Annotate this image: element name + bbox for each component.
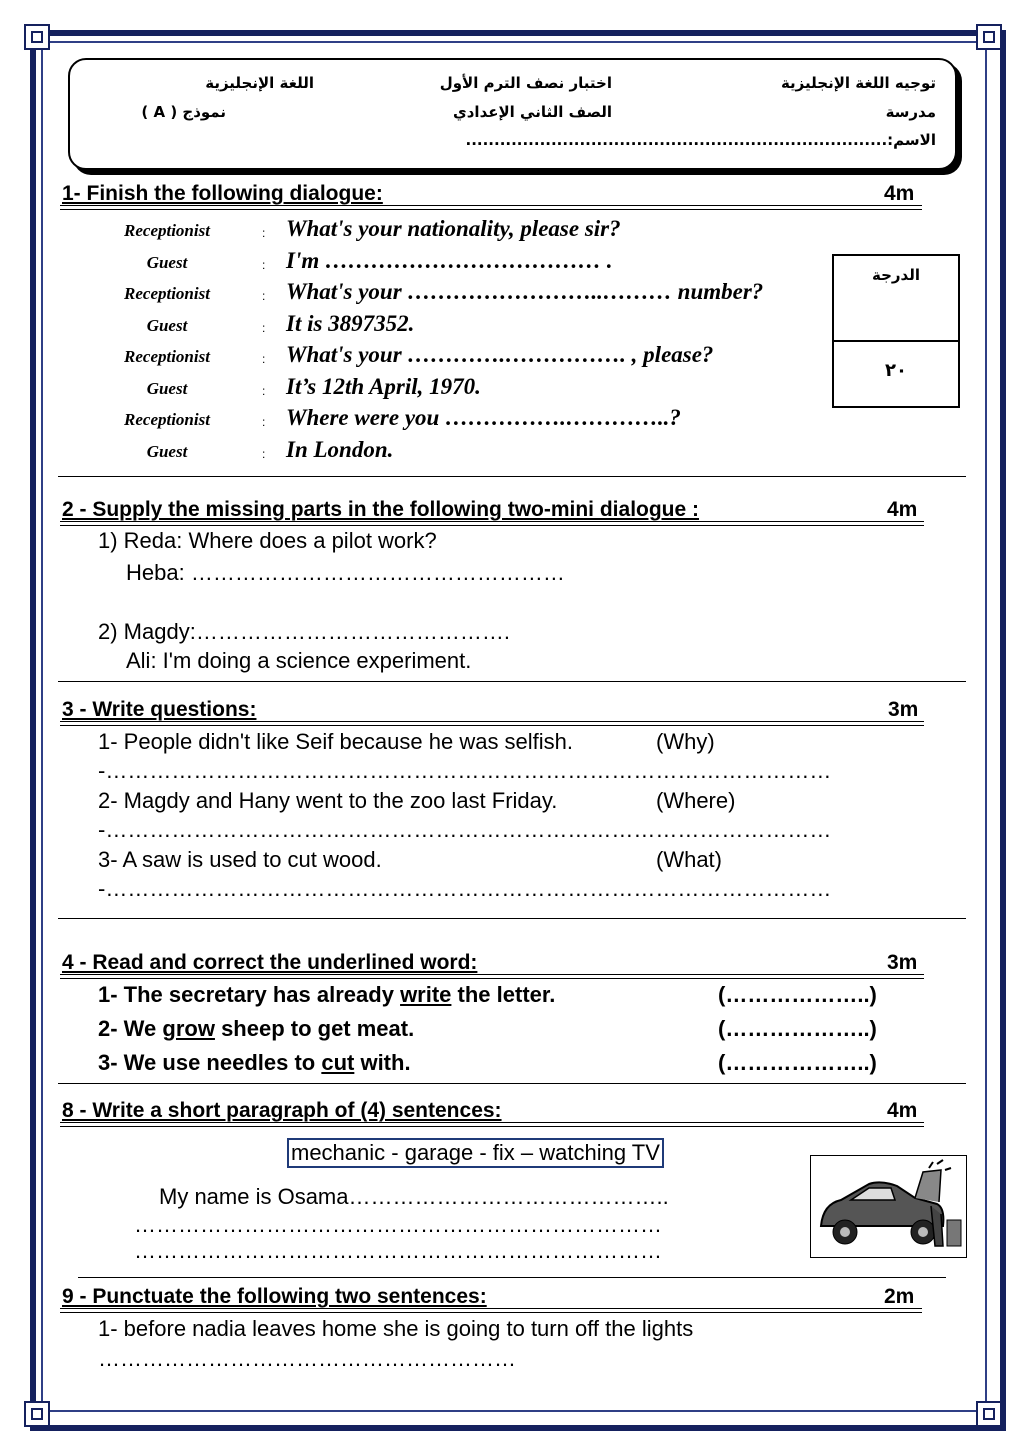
section2-q1: 1) Reda: Where does a pilot work?	[98, 528, 437, 553]
header-school: مدرسة	[885, 103, 936, 121]
car-repair-icon	[811, 1156, 966, 1257]
section4-marks: 3m	[887, 951, 918, 974]
section1-rule	[60, 205, 922, 210]
section2-a1[interactable]: Heba: ……………………………………………	[126, 560, 565, 585]
speaker-colon: :	[262, 289, 266, 303]
paragraph-line[interactable]: ………………………………………………………………	[134, 1238, 662, 1263]
section8-marks: 4m	[887, 1099, 918, 1122]
correction-sentence	[98, 982, 555, 1008]
dialogue-line[interactable]: I'm ……………………………… .	[286, 248, 613, 273]
section2-title: 2 - Supply the missing parts in the following two-mini dialogue :	[62, 498, 700, 521]
border-corner	[976, 1401, 1002, 1427]
section8-title: 8 - Write a short paragraph of (4) sentences:	[62, 1099, 502, 1122]
speaker-label: Receptionist	[124, 284, 210, 303]
correction-blank[interactable]: (………………..)	[718, 982, 877, 1007]
section3-marks: 3m	[888, 698, 919, 721]
sentence-start: 2- We	[98, 1016, 163, 1041]
header-exam-title: اختبار نصف الترم الأول	[439, 74, 612, 92]
score-box	[832, 254, 960, 408]
header-name-field[interactable]: الاسم:..........................................................................	[465, 131, 936, 149]
punctuation-answer-line[interactable]: …………………………………………………	[98, 1346, 516, 1371]
speaker-colon: :	[262, 226, 266, 240]
section2-marks: 4m	[887, 498, 918, 521]
speaker-colon: :	[262, 321, 266, 335]
section9-title: 9 - Punctuate the following two sentences:	[62, 1285, 487, 1308]
speaker-label: Receptionist	[124, 347, 210, 366]
separator	[58, 476, 966, 477]
border-corner	[976, 24, 1002, 50]
score-divider	[834, 340, 958, 342]
dialogue-line[interactable]: What's your ………….……………. , please?	[286, 342, 714, 367]
speaker-label: Receptionist	[124, 221, 210, 240]
header-subject: اللغة الإنجليزية	[205, 74, 314, 92]
speaker-colon: :	[262, 258, 266, 272]
paragraph-start[interactable]: My name is Osama……………………………………..	[159, 1184, 669, 1209]
separator	[78, 1277, 946, 1278]
question-sentence: 2- Magdy and Hany went to the zoo last Friday.	[98, 788, 558, 813]
speaker-colon: :	[262, 415, 266, 429]
punctuation-sentence: 1- before nadia leaves home she is going to turn off the lights	[98, 1316, 694, 1341]
paragraph-line[interactable]: ………………………………………………………………	[134, 1212, 662, 1237]
sentence-end: with.	[354, 1050, 411, 1075]
question-sentence: 3- A saw is used to cut wood.	[98, 847, 382, 872]
score-label: الدرجة	[872, 266, 920, 284]
mechanic-picture	[810, 1155, 967, 1258]
question-hint: (Why)	[656, 729, 715, 754]
section9-rule	[60, 1308, 922, 1313]
question-sentence: 1- People didn't like Seif because he was selfish.	[98, 729, 574, 754]
dialogue-line: In London.	[286, 437, 394, 462]
underlined-word: write	[400, 982, 452, 1007]
section3-rule	[60, 721, 924, 726]
dialogue-line: What's your nationality, please sir?	[286, 216, 621, 241]
question-hint: (Where)	[656, 788, 736, 813]
sentence-start: 3- We use needles to	[98, 1050, 322, 1075]
section1-title: 1- Finish the following dialogue:	[62, 182, 383, 205]
question-hint: (What)	[656, 847, 722, 872]
correction-sentence	[98, 1016, 414, 1042]
speaker-label: Guest	[146, 442, 188, 461]
speaker-label: Receptionist	[124, 410, 210, 429]
separator	[58, 1083, 966, 1084]
section1-marks: 4m	[884, 182, 915, 205]
sentence-end: the letter.	[451, 982, 556, 1007]
separator	[58, 918, 966, 919]
separator	[58, 681, 966, 682]
dialogue-line: It is 3897352.	[286, 311, 415, 336]
header-grade-class: الصف الثاني الإعدادي	[452, 103, 612, 121]
keywords-box: mechanic - garage - fix – watching TV	[287, 1138, 664, 1168]
dialogue-line: It’s 12th April, 1970.	[286, 374, 481, 399]
correction-blank[interactable]: (………………..)	[718, 1016, 877, 1041]
section2-rule	[60, 521, 924, 526]
answer-line[interactable]: -………………………………………………………………………………………	[98, 758, 832, 783]
sentence-start: 1- The secretary has already	[98, 982, 401, 1007]
score-total: ٢٠	[885, 360, 907, 381]
speaker-colon: :	[262, 447, 266, 461]
answer-line[interactable]: -………………………………………………………………………………………	[98, 876, 832, 901]
sentence-end: sheep to get meat.	[214, 1016, 415, 1041]
section4-rule	[60, 974, 924, 979]
underlined-word: cut	[321, 1050, 355, 1075]
border-corner	[24, 1401, 50, 1427]
dialogue-line[interactable]: What's your ……………………..……… number?	[286, 279, 764, 304]
speaker-label: Guest	[146, 316, 188, 335]
correction-sentence	[98, 1050, 411, 1076]
dialogue-line[interactable]: Where were you …………….…………..?	[286, 405, 681, 430]
section8-rule	[60, 1122, 924, 1127]
section4-title: 4 - Read and correct the underlined word:	[62, 951, 478, 974]
underlined-word: grow	[162, 1016, 215, 1041]
speaker-colon: :	[262, 352, 266, 366]
section3-title: 3 - Write questions:	[62, 698, 257, 721]
answer-line[interactable]: -………………………………………………………………………………………	[98, 817, 832, 842]
header-supervision: توجيه اللغة الإنجليزية	[780, 74, 936, 92]
section2-a2: Ali: I'm doing a science experiment.	[126, 648, 472, 673]
speaker-colon: :	[262, 384, 266, 398]
speaker-label: Guest	[146, 379, 188, 398]
correction-blank[interactable]: (………………..)	[718, 1050, 877, 1075]
section9-marks: 2m	[884, 1285, 915, 1308]
speaker-label: Guest	[146, 253, 188, 272]
section2-q2[interactable]: 2) Magdy:…………………………………….	[98, 619, 510, 644]
header-model: نموذج ( A )	[141, 103, 226, 121]
border-corner	[24, 24, 50, 50]
